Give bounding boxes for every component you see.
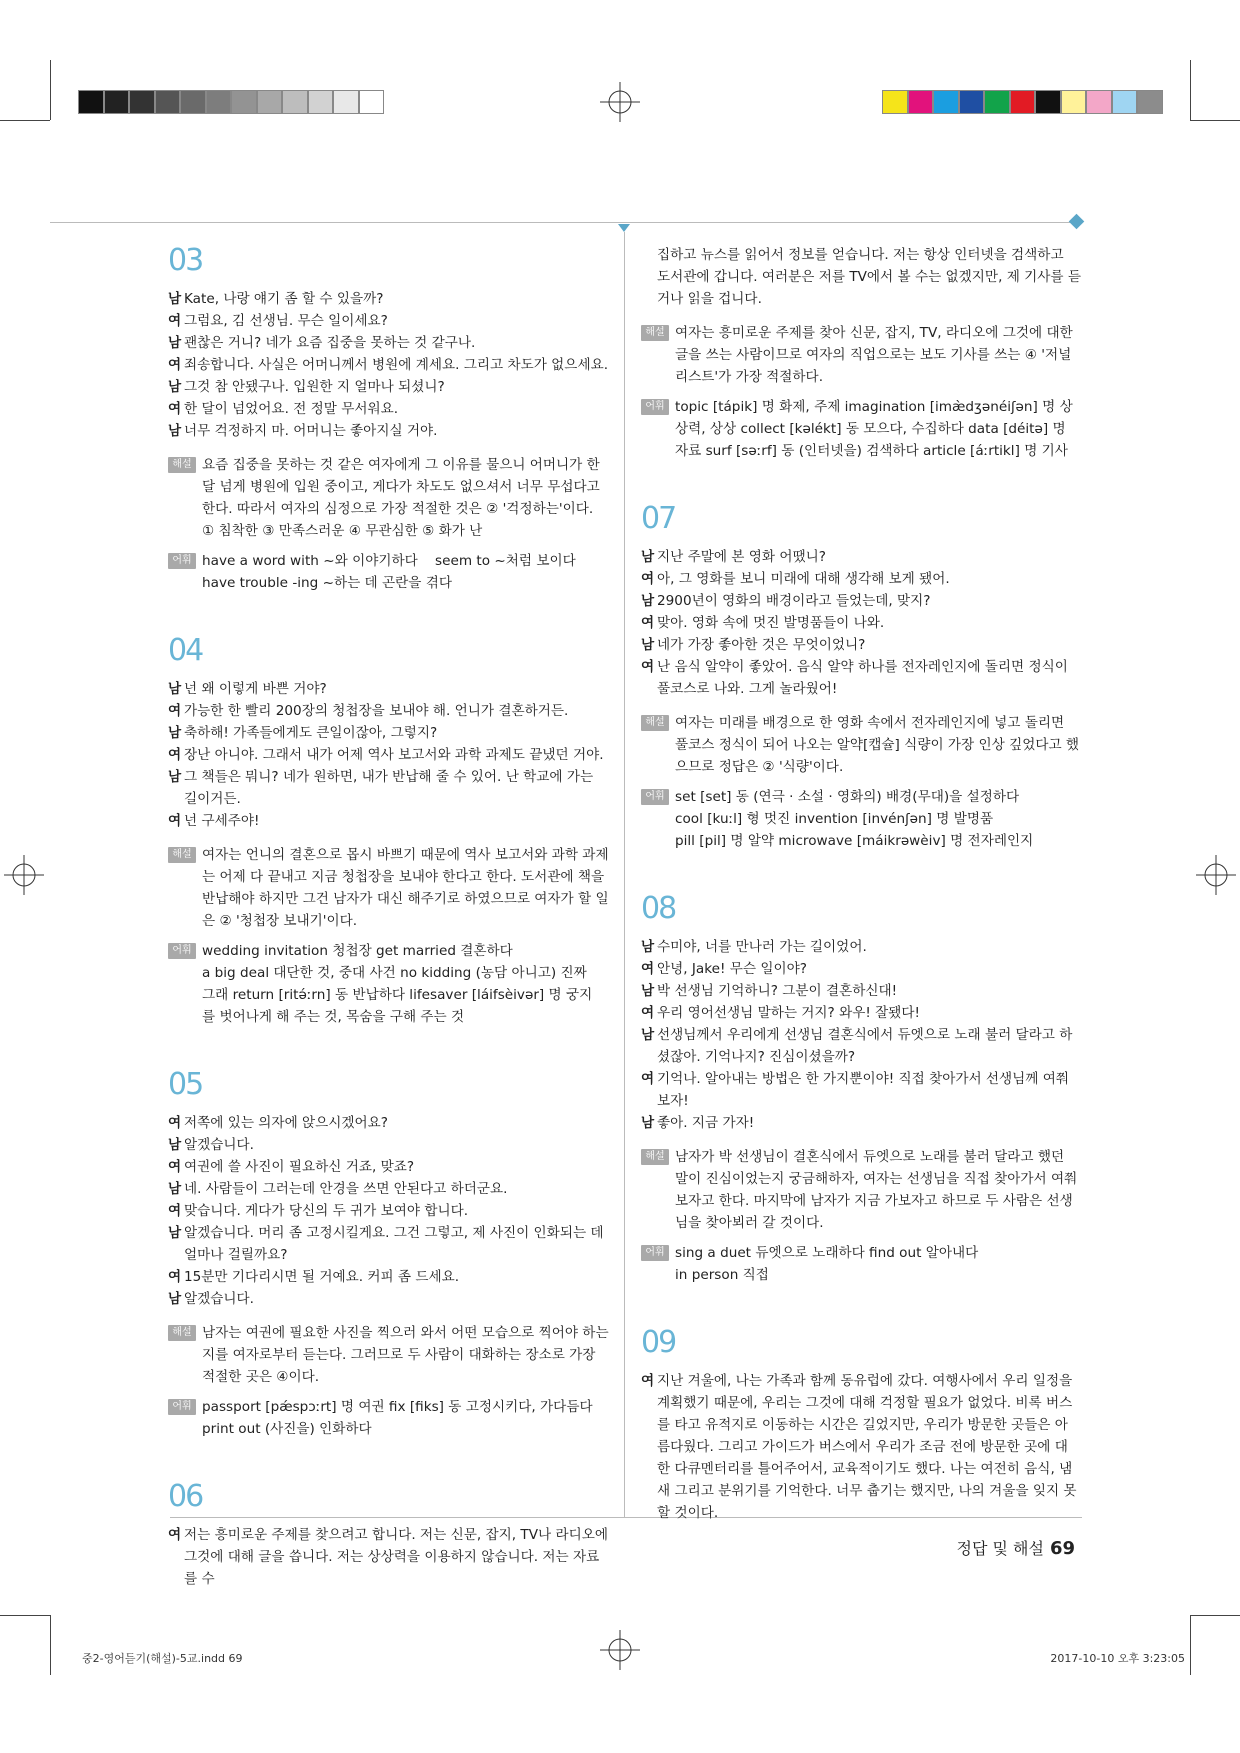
answer-options: ① 침착한 ③ 만족스러운 ④ 무관심한 ⑤ 화가 난: [202, 523, 483, 539]
vocabulary: [641, 396, 1081, 462]
dialogue-line: 여 맞아. 영화 속에 멋진 발명품들이 나와.: [641, 615, 885, 631]
color-swatch: [155, 90, 181, 114]
footer-label: 정답 및 해설: [956, 1539, 1044, 1558]
vocab-item: have trouble -ing ~하는 데 곤란을 겪다: [202, 575, 452, 591]
dialogue-line: 남 좋아. 지금 가자!: [641, 1115, 755, 1131]
explanation-text: 여자는 미래를 배경으로 한 영화 속에서 전자레인지에 넣고 돌리면 풀코스 정식이 되어 나오는 알약[캡슐] 식량이 가장 인상 깊었다고 했으므로 정답은 ② '식량'이다.: [675, 715, 1080, 775]
dialogue-line: 남 수미야, 너를 만나러 가는 길이었어.: [641, 939, 867, 955]
color-swatch: [1035, 90, 1061, 114]
color-swatch: [308, 90, 334, 114]
grayscale-color-bar: [78, 90, 384, 114]
dialogue-line: 여 기억나. 알아내는 방법은 한 가지뿐이야! 직접 찾아가서 선생님께 여쭤보자!: [641, 1071, 1070, 1109]
crop-mark: [1190, 1615, 1240, 1616]
explanation-text: 여자는 흥미로운 주제를 찾아 신문, 잡지, TV, 라디오에 그것에 대한 글을 쓰는 사람이므로 여자의 직업으로는 보도 기사를 쓰는 ④ '저널리스트'가 가장 적절하다.: [675, 325, 1073, 385]
crop-mark: [1190, 1615, 1191, 1675]
crop-mark: [0, 1615, 50, 1616]
dialogue-line: 남 그것 참 안됐구나. 입원한 지 얼마나 되셨니?: [168, 379, 445, 395]
registration-mark-bottom: [600, 1630, 640, 1670]
diamond-ornament-icon: [1069, 214, 1085, 230]
explanation-tag: 해설: [168, 847, 196, 863]
color-swatch: [1010, 90, 1036, 114]
crop-mark: [1190, 60, 1191, 120]
dialogue: [168, 1112, 610, 1310]
explanation-tag: 해설: [641, 325, 669, 341]
color-swatch: [78, 90, 104, 114]
color-swatch: [206, 90, 232, 114]
explanation: [641, 322, 1081, 388]
vocab-line: 상력, 상상 collect [kəlékt] 동 모으다, 수집하다 data [déitə] 명: [675, 421, 1066, 437]
file-slug: 중2-영어듣기(해설)-5교.indd 69: [82, 1652, 243, 1665]
color-swatch: [882, 90, 908, 114]
explanation-text: 남자는 여권에 필요한 사진을 찍으러 와서 어떤 모습으로 찍어야 하는지를 여자로부터 듣는다. 그러므로 두 사람이 대화하는 장소로 가장 적절한 곳은 ④이다.: [202, 1325, 609, 1385]
left-column: [168, 244, 610, 1590]
dialogue-line: 여 아, 그 영화를 보니 미래에 대해 생각해 보게 됐어.: [641, 571, 950, 587]
question-number: 05: [168, 1067, 203, 1102]
registration-mark-left: [4, 855, 44, 895]
dialogue-line: 여 우리 영어선생님 말하는 거지? 와우! 잘됐다!: [641, 1005, 920, 1021]
explanation: [641, 712, 1081, 778]
dialogue-line: 남 선생님께서 우리에게 선생님 결혼식에서 듀엣으로 노래 불러 달라고 하셨잖아. 기억나지? 진심이셨을까?: [641, 1027, 1073, 1065]
vocab-line: in person 직접: [675, 1267, 769, 1283]
explanation-tag: 해설: [168, 457, 196, 473]
color-swatch: [257, 90, 283, 114]
right-column: [641, 244, 1081, 1524]
dialogue: [641, 546, 1081, 700]
dialogue-line: 남 지난 주말에 본 영화 어땠니?: [641, 549, 826, 565]
vocabulary-tag: 어휘: [641, 789, 669, 805]
dialogue-line: 여 장난 아니야. 그래서 내가 어제 역사 보고서와 과학 과제도 끝냈던 거야.: [168, 747, 604, 763]
explanation-tag: 해설: [641, 1149, 669, 1165]
dialogue: [168, 678, 610, 832]
color-swatch: [1086, 90, 1112, 114]
explanation: [168, 844, 610, 932]
color-swatch: [333, 90, 359, 114]
color-swatch: [1061, 90, 1087, 114]
vocab-line: 를 벗어나게 해 주는 것, 목숨을 구해 주는 것: [202, 1009, 465, 1025]
vocabulary-tag: 어휘: [641, 1245, 669, 1261]
dialogue-line: 남 축하해! 가족들에게도 큰일이잖아, 그렇지?: [168, 725, 438, 741]
vocabulary-tag: 어휘: [168, 553, 196, 569]
dialogue-line: 남 네. 사람들이 그러는데 안경을 쓰면 안된다고 하더군요.: [168, 1181, 508, 1197]
dialogue-line: 여 가능한 한 빨리 200장의 청첩장을 보내야 해. 언니가 결혼하거든.: [168, 703, 569, 719]
vocab-line: wedding invitation 청첩장 get married 결혼하다: [202, 943, 513, 959]
question-number: 03: [168, 243, 203, 278]
question-number: 08: [641, 891, 676, 926]
dialogue-line: 남 그 책들은 뭐니? 네가 원하면, 내가 반납해 줄 수 있어. 난 학교에 가는 길이거든.: [168, 769, 594, 807]
color-swatch: [359, 90, 385, 114]
dialogue: [641, 936, 1081, 1134]
vocab-line: 자료 surf [səːrf] 동 (인터넷을) 검색하다 article [áːrtikl] 명 기사: [675, 443, 1068, 459]
explanation-text: 여자는 언니의 결혼으로 몹시 바쁘기 때문에 역사 보고서와 과학 과제는 어제 다 끝내고 지금 청첩장을 보내야 한다고 한다. 도서관에 책을 반납해야 하지만 그건 남자가 대신 해주기로 하였으므로 여자가 할 일은 ② '청첩장 보내기'이다.: [202, 847, 609, 929]
dialogue-line: 남 너무 걱정하지 마. 어머니는 좋아지실 거야.: [168, 423, 438, 439]
color-swatch: [180, 90, 206, 114]
color-swatch: [104, 90, 130, 114]
registration-mark-right: [1196, 855, 1236, 895]
dialogue-line: 남 알겠습니다.: [168, 1137, 254, 1153]
crop-mark: [0, 120, 50, 121]
question-number: 07: [641, 501, 676, 536]
color-swatch: [933, 90, 959, 114]
dialogue: [168, 288, 610, 442]
color-swatch: [984, 90, 1010, 114]
vocabulary-tag: 어휘: [168, 1399, 196, 1415]
vocab-line: print out (사진을) 인화하다: [202, 1421, 372, 1437]
vocab-item: seem to ~처럼 보이다: [435, 553, 576, 569]
explanation: [168, 454, 610, 542]
dialogue-line: 남 네가 가장 좋아한 것은 무엇이었니?: [641, 637, 866, 653]
color-swatch: [908, 90, 934, 114]
vocabulary: [168, 940, 610, 1028]
explanation: [168, 1322, 610, 1388]
page-footer: [956, 1536, 1075, 1559]
dialogue-line: 남 알겠습니다.: [168, 1291, 254, 1307]
monologue-continued: 집하고 뉴스를 읽어서 정보를 얻습니다. 저는 항상 인터넷을 검색하고 도서관에 갑니다. 여러분은 저를 TV에서 볼 수는 없겠지만, 제 기사를 듣거나 읽을 겁니다.: [657, 247, 1082, 307]
dialogue-line: 남 Kate, 나랑 얘기 좀 할 수 있을까?: [168, 291, 384, 307]
vocabulary-tag: 어휘: [168, 943, 196, 959]
vocab-line: 그래 return [ritə́ːrn] 동 반납하다 lifesaver [láifsèivər] 명 궁지: [202, 987, 593, 1003]
vocab-line: cool [kuːl] 형 멋진 invention [invénʃən] 명 발명품: [675, 811, 994, 827]
color-swatch: [231, 90, 257, 114]
dialogue-line: 여 맞습니다. 게다가 당신의 두 귀가 보여야 합니다.: [168, 1203, 469, 1219]
cmyk-color-bar: [882, 90, 1163, 114]
dialogue-line: 여 죄송합니다. 사실은 어머니께서 병원에 계세요. 그리고 차도가 없으세요.: [168, 357, 609, 373]
question-number: 09: [641, 1325, 676, 1360]
question-number: 06: [168, 1479, 203, 1514]
color-swatch: [282, 90, 308, 114]
dialogue-line: 남 2900년이 영화의 배경이라고 들었는데, 맞지?: [641, 593, 931, 609]
monologue: 여 지난 겨울에, 나는 가족과 함께 동유럽에 갔다. 여행사에서 우리 일정을 계획했기 때문에, 우리는 그것에 대해 걱정할 필요가 없었다. 비록 버스를 타고 유적지로 이동하는 시간은 길었지만, 우리가 방문한 곳들은 아름다웠다. 그리고 가이드가 버스에서 우리가 조금 전에 방문한 곳에 대한 다큐멘터리를 틀어주어서, 교육적이기도 했다. 나는 여전히 음식, 냄새 그리고 분위기를 기억한다. 너무 춥기는 했지만, 나의 겨울을 잊지 못할 것이다.: [641, 1373, 1077, 1521]
timestamp-slug: 2017-10-10 오후 3:23:05: [1050, 1652, 1185, 1665]
explanation: [641, 1146, 1081, 1234]
dialogue-line: 여 여권에 쓸 사진이 필요하신 거죠, 맞죠?: [168, 1159, 415, 1175]
color-swatch: [129, 90, 155, 114]
vocabulary: [168, 550, 610, 594]
crop-mark: [1190, 120, 1240, 121]
triangle-ornament-icon: [618, 224, 630, 232]
vocabulary: [168, 1396, 610, 1440]
monologue: 여 저는 흥미로운 주제를 찾으려고 합니다. 저는 신문, 잡지, TV나 라디오에 그것에 대해 글을 씁니다. 저는 상상력을 이용하지 않습니다. 저는 자료를 수: [168, 1527, 609, 1587]
explanation-text: 요즘 집중을 못하는 것 같은 여자에게 그 이유를 물으니 어머니가 한 달 넘게 병원에 입원 중이고, 게다가 차도도 없으셔서 너무 무섭다고 한다. 따라서 여자의 심정으로 가장 적절한 것은 ② '걱정하는'이다.: [202, 457, 600, 517]
crop-mark: [50, 60, 51, 120]
dialogue-line: 남 넌 왜 이렇게 바쁜 거야?: [168, 681, 327, 697]
column-divider: [624, 232, 625, 1517]
dialogue-line: 여 그럼요, 김 선생님. 무슨 일이세요?: [168, 313, 388, 329]
dialogue-line: 여 한 달이 넘었어요. 전 정말 무서워요.: [168, 401, 399, 417]
vocab-line: a big deal 대단한 것, 중대 사건 no kidding (농담 아니고) 진짜: [202, 965, 587, 981]
dialogue-line: 남 박 선생님 기억하니? 그분이 결혼하신대!: [641, 983, 898, 999]
dialogue-line: 여 안녕, Jake! 무슨 일이야?: [641, 961, 807, 977]
explanation-text: 남자가 박 선생님이 결혼식에서 듀엣으로 노래를 불러 달라고 했던 말이 진심이었는지 궁금해하자, 여자는 선생님을 직접 찾아가서 여쭤보자고 한다. 마지막에 남자가 지금 가보자고 하므로 두 사람은 선생님을 찾아뵈러 갈 것이다.: [675, 1149, 1078, 1231]
crop-mark: [50, 1615, 51, 1675]
question-number: 04: [168, 633, 203, 668]
vocabulary-tag: 어휘: [641, 399, 669, 415]
vocab-item: have a word with ~와 이야기하다: [202, 553, 418, 569]
dialogue-line: 여 저쪽에 있는 의자에 앉으시겠어요?: [168, 1115, 389, 1131]
explanation-tag: 해설: [168, 1325, 196, 1341]
vocab-line: topic [tápik] 명 화제, 주제 imagination [imæ̀dʒənéiʃən] 명 상: [675, 399, 1073, 415]
dialogue-line: 여 넌 구세주야!: [168, 813, 260, 829]
explanation-tag: 해설: [641, 715, 669, 731]
vocab-line: sing a duet 듀엣으로 노래하다 find out 알아내다: [675, 1245, 979, 1261]
page-number: 69: [1049, 1538, 1075, 1559]
vocabulary: [641, 1242, 1081, 1286]
vocab-line: passport [pǽspɔːrt] 명 여권 fix [fiks] 동 고정시키다, 가다듬다: [202, 1399, 593, 1415]
top-rule: [50, 222, 1080, 223]
vocabulary: [641, 786, 1081, 852]
vocab-line: pill [pil] 명 알약 microwave [máikrəwèiv] 명 전자레인지: [675, 833, 1034, 849]
color-swatch: [1112, 90, 1138, 114]
color-swatch: [959, 90, 985, 114]
dialogue-line: 여 15분만 기다리시면 될 거예요. 커피 좀 드세요.: [168, 1269, 460, 1285]
vocab-line: set [set] 동 (연극 · 소설 · 영화의) 배경(무대)을 설정하다: [675, 789, 1020, 805]
color-swatch: [1137, 90, 1163, 114]
dialogue-line: 여 난 음식 알약이 좋았어. 음식 알약 하나를 전자레인지에 돌리면 정식이 풀코스로 나와. 그게 놀라웠어!: [641, 659, 1068, 697]
dialogue-line: 남 괜찮은 거니? 네가 요즘 집중을 못하는 것 같구나.: [168, 335, 476, 351]
dialogue-line: 남 알겠습니다. 머리 좀 고정시킬게요. 그건 그렇고, 제 사진이 인화되는 데 얼마나 걸릴까요?: [168, 1225, 604, 1263]
registration-mark-top: [600, 82, 640, 122]
